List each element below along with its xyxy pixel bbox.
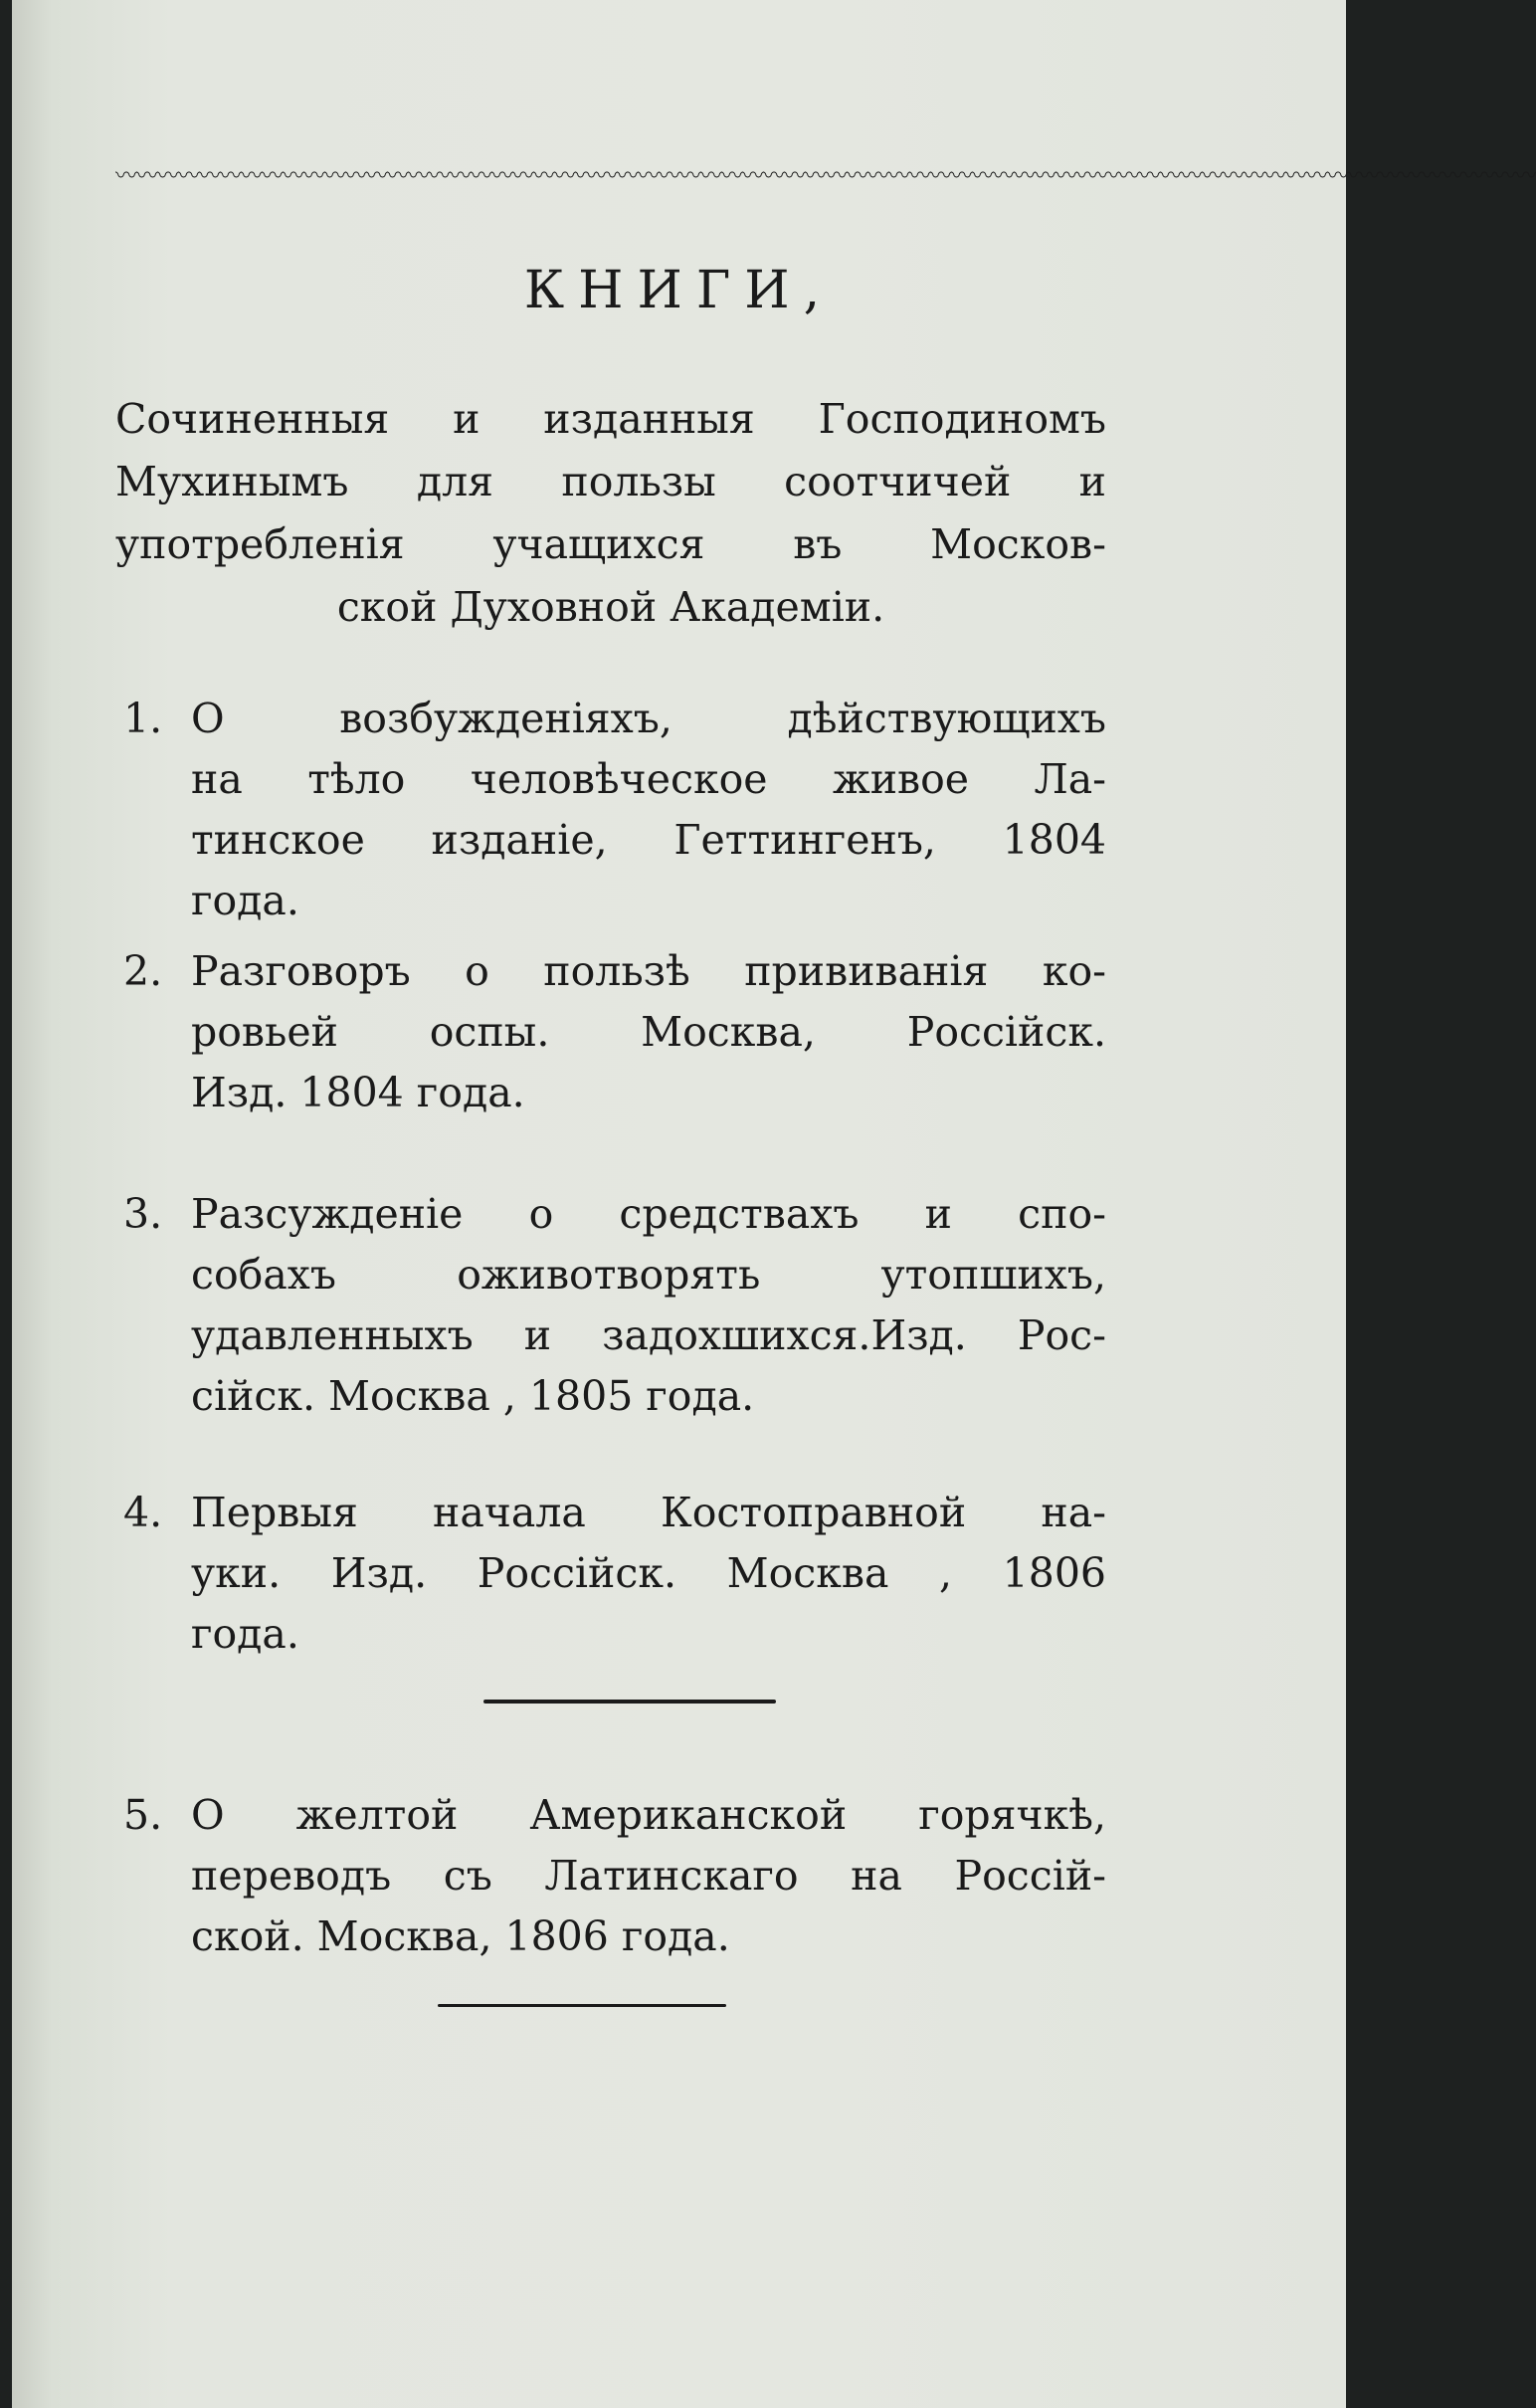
end-divider-rule <box>438 2004 726 2007</box>
entry-line: собахъ оживотворять утопшихъ, <box>191 1251 1106 1299</box>
book-entry <box>115 1483 1106 1665</box>
top-ornament-rule: 〰〰〰〰〰〰〰〰〰〰〰〰〰〰〰〰〰〰〰〰〰〰〰〰〰〰〰〰〰〰〰〰〰〰〰〰〰〰〰〰〰〰〰〰〰〰〰〰〰〰〰〰〰〰〰〰〰〰〰〰〰〰〰〰〰〰〰〰 <box>115 163 1536 189</box>
entry-number: 5. <box>123 1791 163 1839</box>
entry-line: сійск. Москва , 1805 года. <box>191 1372 755 1420</box>
entry-number: 4. <box>123 1489 163 1536</box>
entry-line: уки. Изд. Россійск. Москва , 1806 <box>191 1549 1106 1597</box>
entry-line: Изд. 1804 года. <box>191 1069 525 1116</box>
book-entry <box>115 941 1106 1123</box>
entry-line: года. <box>191 877 299 924</box>
entry-line: переводъ съ Латинскаго на Россій- <box>191 1852 1106 1900</box>
intro-line: Сочиненныя и изданныя Господиномъ <box>115 395 1106 443</box>
book-entry <box>115 689 1106 931</box>
entry-line: тинское изданіе, Геттингенъ, 1804 <box>191 816 1106 864</box>
intro-line: ской Духовной Академіи. <box>336 583 885 631</box>
entry-line: О желтой Американской горячкѣ, <box>191 1791 1106 1839</box>
book-entry <box>115 1184 1106 1427</box>
intro-line: употребленія учащихся въ Москов- <box>115 520 1106 568</box>
book-page <box>12 0 1536 2408</box>
entry-line: ровьей оспы. Москва, Россійск. <box>191 1008 1106 1056</box>
intro-paragraph <box>115 388 1106 639</box>
entry-line: года. <box>191 1610 299 1658</box>
page-title: КНИГИ, <box>523 261 835 320</box>
entry-line: Разговоръ о пользѣ прививанія ко- <box>191 947 1106 995</box>
entry-number: 2. <box>123 947 163 995</box>
entry-line: удавленныхъ и задохшихся.Изд. Рос- <box>191 1311 1106 1359</box>
entry-line: Первыя начала Костоправной на- <box>191 1489 1106 1536</box>
entry-number: 1. <box>123 695 163 742</box>
entry-line: О возбужденіяхъ, дѣйствующихъ <box>191 695 1106 742</box>
entry-line: Разсужденіе о средствахъ и спо- <box>191 1190 1106 1238</box>
section-divider-rule <box>483 1700 776 1704</box>
entry-number: 3. <box>123 1190 163 1238</box>
intro-line: Мухинымъ для пользы соотчичей и <box>115 458 1106 505</box>
book-entry <box>115 1785 1106 1967</box>
entry-line: на тѣло человѣческое живое Ла- <box>191 755 1106 803</box>
entry-line: ской. Москва, 1806 года. <box>191 1912 730 1960</box>
